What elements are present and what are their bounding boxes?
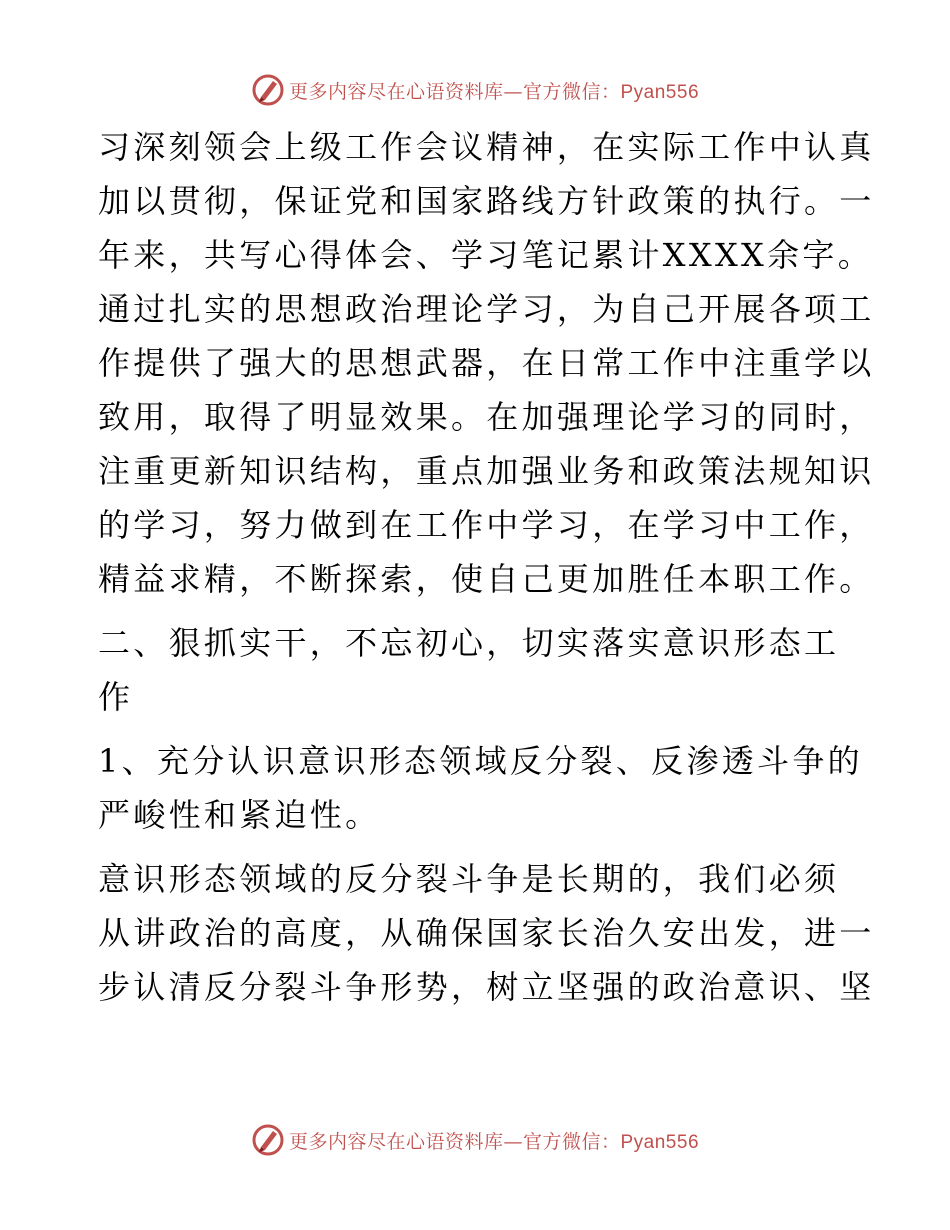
heading-line: 1、充分认识意识形态领域反分裂、反渗透斗争的	[98, 742, 863, 780]
text-line: 的学习，努力做到在工作中学习，在学习中工作，	[98, 506, 875, 544]
text-line: 作提供了强大的思想武器，在日常工作中注重学以	[98, 344, 875, 382]
text-line: 致用，取得了明显效果。在加强理论学习的同时，	[98, 398, 875, 436]
footer-watermark	[0, 1120, 950, 1160]
heading-line: 二、狠抓实干，不忘初心，切实落实意识形态工	[98, 624, 840, 662]
header-watermark	[0, 70, 950, 110]
watermark-text: 更多内容尽在心语资料库—官方微信：Pyan556	[288, 80, 700, 103]
text-line: 精益求精，不断探索，使自己更加胜任本职工作。	[98, 560, 875, 598]
paragraph-study	[98, 120, 875, 606]
text-line: 步认清反分裂斗争形势，树立坚强的政治意识、坚	[98, 968, 875, 1006]
heading-line: 严峻性和紧迫性。	[98, 796, 381, 834]
text-line: 通过扎实的思想政治理论学习，为自己开展各项工	[98, 290, 875, 328]
pen-logo-icon	[251, 73, 285, 107]
section-heading-two	[98, 616, 850, 724]
document-body	[98, 120, 875, 1014]
text-line: 注重更新知识结构，重点加强业务和政策法规知识	[98, 452, 875, 490]
text-line: 年来，共写心得体会、学习笔记累计XXXX余字。	[98, 236, 874, 274]
heading-line: 作	[98, 678, 134, 716]
subheading-one	[98, 734, 863, 842]
pen-logo-icon	[251, 1123, 285, 1157]
text-line: 加以贯彻，保证党和国家路线方针政策的执行。一	[98, 182, 875, 220]
text-line: 从讲政治的高度，从确保国家长治久安出发，进一	[98, 914, 875, 952]
watermark-text: 更多内容尽在心语资料库—官方微信：Pyan556	[288, 1130, 700, 1153]
text-line: 习深刻领会上级工作会议精神，在实际工作中认真	[98, 128, 875, 166]
text-line: 意识形态领域的反分裂斗争是长期的，我们必须	[98, 860, 840, 898]
paragraph-ideology	[98, 852, 875, 1014]
